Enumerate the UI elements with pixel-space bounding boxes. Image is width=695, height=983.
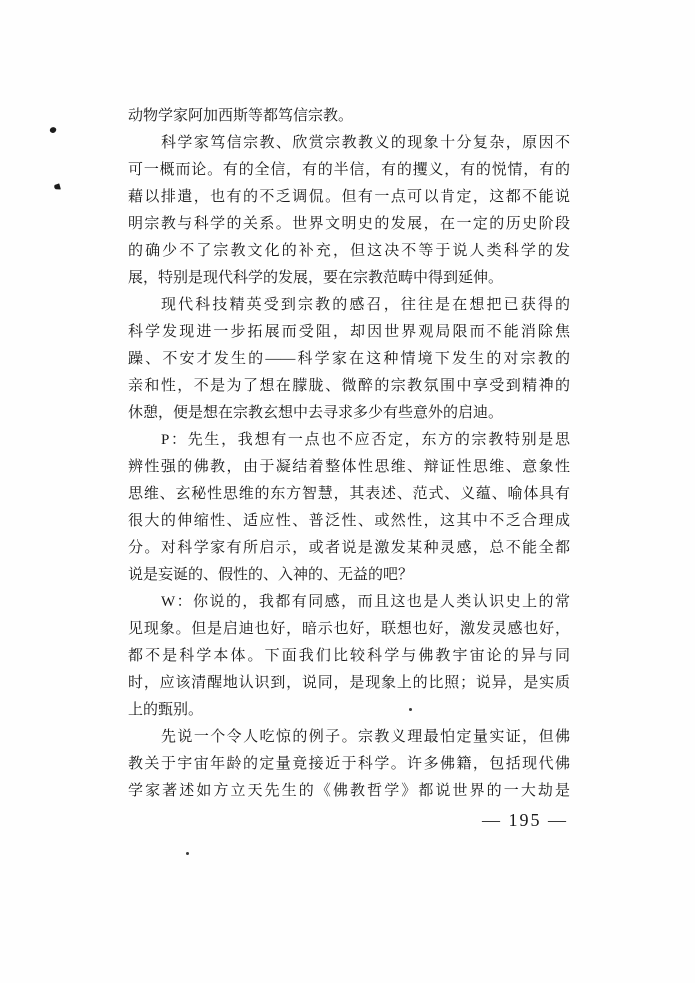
text-line: 分。对科学家有所启示，或者说是激发某种灵感，总不能全都 [128, 540, 570, 556]
text-line: 见现象。但是启迪也好，暗示也好，联想也好，激发灵感也好， [128, 621, 570, 637]
text-line: W：你说的，我都有同感，而且这也是人类认识史上的常 [161, 594, 570, 610]
text-line: 学家著述如方立天先生的《佛教哲学》都说世界的一大劫是 [128, 783, 570, 799]
page-number: — 195 — [482, 810, 568, 830]
text-line: P：先生，我想有一点也不应否定，东方的宗教特别是思 [161, 432, 570, 448]
text-line: 明宗教与科学的关系。世界文明史的发展，在一定的历史阶段 [128, 216, 570, 232]
text-line: 科学发现进一步拓展而受阻，却因世界观局限而不能消除焦 [128, 324, 570, 340]
text-line: 科学家笃信宗教、欣赏宗教教义的现象十分复杂，原因不 [161, 135, 570, 151]
text-line: 躁、不安才发生的——科学家在这种情境下发生的对宗教的 [128, 351, 570, 367]
ink-speck [186, 852, 189, 855]
text-line: 时，应该清醒地认识到，说同，是现象上的比照；说异，是实质 [128, 675, 570, 691]
page-text-block [128, 103, 570, 805]
text-line: 现代科技精英受到宗教的感召，往往是在想把已获得的 [161, 297, 570, 313]
text-line: 的确少不了宗教文化的补充，但这决不等于说人类科学的发 [128, 243, 570, 259]
text-line: 都不是科学本体。下面我们比较科学与佛教宇宙论的异与同 [128, 648, 570, 664]
text-line: 展，特别是现代科学的发展，要在宗教范畴中得到延伸。 [128, 270, 504, 286]
text-line: 辨性强的佛教，由于凝结着整体性思维、辩证性思维、意象性 [128, 459, 570, 475]
text-line: 说是妄诞的、假性的、入神的、无益的吧？ [128, 567, 414, 583]
ink-speck [49, 126, 57, 134]
text-line: 可一概而论。有的全信，有的半信，有的攫义，有的悦情，有的 [128, 162, 570, 178]
text-line: 先说一个令人吃惊的例子。宗教义理最怕定量实证，但佛 [161, 729, 570, 745]
text-line: 上的甄别。 [128, 702, 204, 718]
text-line: 藉以排遣，也有的不乏调侃。但有一点可以肯定，这都不能说 [128, 189, 570, 205]
text-line: 动物学家阿加西斯等都笃信宗教。 [128, 108, 354, 124]
text-line: 亲和性，不是为了想在朦胧、微醉的宗教氛围中享受到精神的 [128, 378, 570, 394]
text-line: 很大的伸缩性、适应性、普泛性、或然性，这其中不乏合理成 [128, 513, 570, 529]
text-line: 休憩，便是想在宗教玄想中去寻求多少有些意外的启迪。 [128, 405, 504, 421]
text-line: 思维、玄秘性思维的东方智慧，其表述、范式、义蕴、喻体具有 [128, 486, 570, 502]
text-line: 教关于宇宙年龄的定量竟接近于科学。许多佛籍，包括现代佛 [128, 756, 570, 772]
ink-speck [52, 182, 62, 193]
